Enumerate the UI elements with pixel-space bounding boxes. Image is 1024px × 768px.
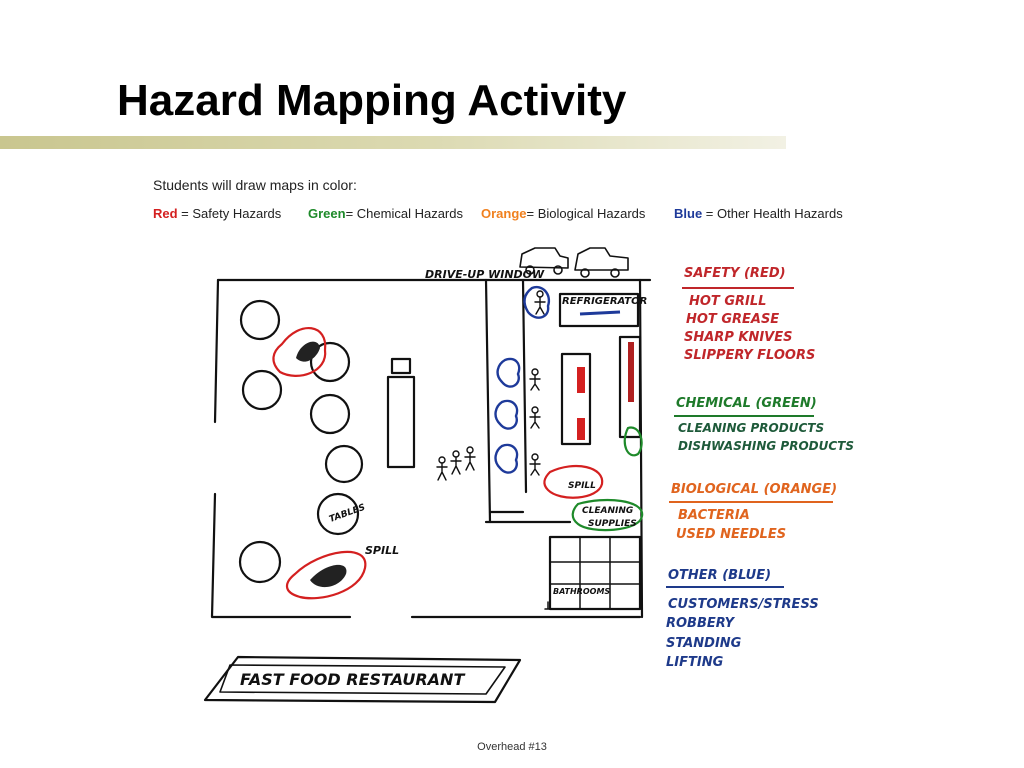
category-item: HOT GRILL [689, 294, 767, 309]
category-item: LIFTING [666, 655, 724, 670]
legend-term: Red [153, 206, 178, 221]
spill-label-kitchen: SPILL [568, 481, 596, 491]
table [326, 446, 362, 482]
legend-item-green [308, 206, 463, 221]
legend-desc: = Safety Hazards [177, 206, 282, 221]
counter-wall-right [523, 280, 526, 492]
table [311, 395, 349, 433]
restaurant-sign-text: FAST FOOD RESTAURANT [240, 670, 465, 689]
category-item: SLIPPERY FLOORS [684, 348, 816, 363]
legend-desc: = Biological Hazards [526, 206, 646, 221]
legend-term: Green [308, 206, 346, 221]
wall-left-upper [215, 280, 218, 422]
category-heading-safety: SAFETY (RED) [684, 266, 786, 281]
cleaning-supplies-label-2: SUPPLIES [588, 519, 637, 529]
category-heading-other: OTHER (BLUE) [668, 568, 772, 583]
prep-table-1 [562, 354, 590, 444]
legend-desc: = Chemical Hazards [345, 206, 463, 221]
category-item: CLEANING PRODUCTS [678, 421, 825, 435]
legend-term: Blue [674, 206, 703, 221]
legend-item-orange [481, 206, 645, 221]
category-item: ROBBERY [666, 616, 734, 631]
legend-item-blue [674, 206, 843, 221]
category-underline [666, 586, 784, 588]
category-heading-biological: BIOLOGICAL (ORANGE) [671, 482, 838, 497]
category-underline [674, 415, 814, 417]
category-underline [682, 287, 794, 289]
car-icon [520, 248, 568, 268]
spill-label-dining: SPILL [365, 544, 400, 557]
category-item: SHARP KNIVES [684, 330, 793, 345]
legend-term: Orange [481, 206, 527, 221]
category-item: STANDING [666, 636, 742, 651]
title-underline-bar [0, 136, 786, 149]
refrigerator-label: REFRIGERATOR [562, 296, 648, 307]
legend-desc: = Other Health Hazards [702, 206, 843, 221]
drive-up-window-label: DRIVE-UP WINDOW [425, 268, 545, 281]
table [243, 371, 281, 409]
customer-figures [437, 447, 475, 480]
intro-text: Students will draw maps in color: [153, 177, 357, 193]
bathrooms-label: BATHROOMS [553, 587, 611, 596]
cleaning-supplies-label-1: CLEANING [582, 506, 634, 516]
soda-station [388, 377, 414, 467]
table [241, 301, 279, 339]
category-item: DISHWASHING PRODUCTS [678, 439, 855, 453]
legend-item-red [153, 206, 281, 221]
category-item: USED NEEDLES [676, 527, 787, 542]
category-item: BACTERIA [678, 508, 750, 523]
car-icon [575, 248, 628, 270]
counter-wall-left [486, 280, 490, 522]
slide-title: Hazard Mapping Activity [117, 76, 627, 125]
category-heading-chemical: CHEMICAL (GREEN) [676, 396, 817, 411]
table [240, 542, 280, 582]
category-underline [669, 501, 833, 503]
slide-footer: Overhead #13 [477, 741, 547, 753]
bathroom-area [550, 537, 640, 609]
category-item: CUSTOMERS/STRESS [668, 597, 819, 612]
other-hazard-markings [496, 287, 620, 472]
tables-label: TABLES [327, 502, 367, 525]
category-item: HOT GREASE [686, 312, 780, 327]
